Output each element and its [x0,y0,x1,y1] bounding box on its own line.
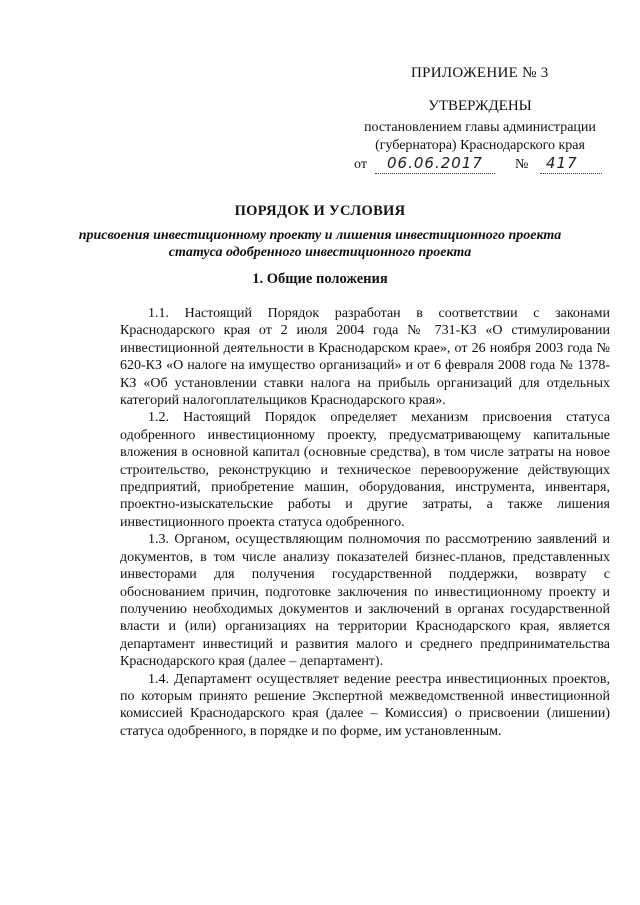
section-heading: 1. Общие положения [252,271,388,287]
paragraph-1-3: 1.3. Органом, осуществляющим полномочия по рассмотрению заявлений и документов, в том числе анализу показателей бизнес-планов, представленных инвесторами для получения государственной поддержки, возврату с обоснованием причин, подготовке заключения по инвестиционному проекту и получению необходимых документов и заключений в органах государственной власти и (или) организациях на территории Краснодарского края, является департамент инвестиций и развития малого и среднего предпринимательства Краснодарского края (далее – департамент). [120,532,610,670]
approval-line-2: (губернатора) Краснодарского края [375,138,585,153]
appendix-label: ПРИЛОЖЕНИЕ № 3 [411,65,549,81]
document-title [60,203,580,261]
handwritten-number: 417 [546,154,578,172]
approved-heading: УТВЕРЖДЕНЫ [428,98,532,114]
from-label: от [354,157,367,172]
document-body [120,305,610,740]
title-subtitle: присвоения инвестиционному проекту и лишения инвестиционного проекта статуса одобренного инвестиционного проекта [78,228,562,260]
date-field [375,155,495,174]
number-field [540,155,602,174]
number-label: № [515,157,529,172]
title-main: ПОРЯДОК И УСЛОВИЯ [234,203,406,219]
paragraph-1-1: 1.1. Настоящий Порядок разработан в соответствии с законами Краснодарского края от 2 июля 2004 года № 731-КЗ «О стимулировании инвестиционной деятельности в Краснодарском крае», от 26 ноября 2003 года № 620-КЗ «О налоге на имущество организаций» и от 6 февраля 2008 года № 1378-КЗ «Об установлении ставки налога на прибыль организаций для отдельных категорий налогоплательщиков Краснодарского края». [120,306,610,409]
paragraph-1-4: 1.4. Департамент осуществляет ведение реестра инвестиционных проектов, по которым принято решение Экспертной межведомственной инвестиционной комиссией Краснодарского края (далее – Комиссия) о присвоении (лишении) статуса одобренного, в порядке и по форме, им установленным. [120,671,610,739]
handwritten-date: 06.06.2017 [387,154,483,172]
approval-block [350,97,610,155]
date-number-line [340,155,606,177]
approval-line-1: постановлением главы администрации [364,120,596,135]
paragraph-1-2: 1.2. Настоящий Порядок определяет механизм присвоения статуса одобренного инвестиционному проекту, предусматривающему капитальные вложения в основной капитал (основные средства), в том числе затраты на новое строительство, реконструкцию и техническое перевооружение действующих предприятий, приобретение машин, оборудования, инструмента, инвентаря, проектно-изыскательские работы и другие затраты, а также лишения инвестиционного проекта статуса одобренного. [120,410,610,530]
